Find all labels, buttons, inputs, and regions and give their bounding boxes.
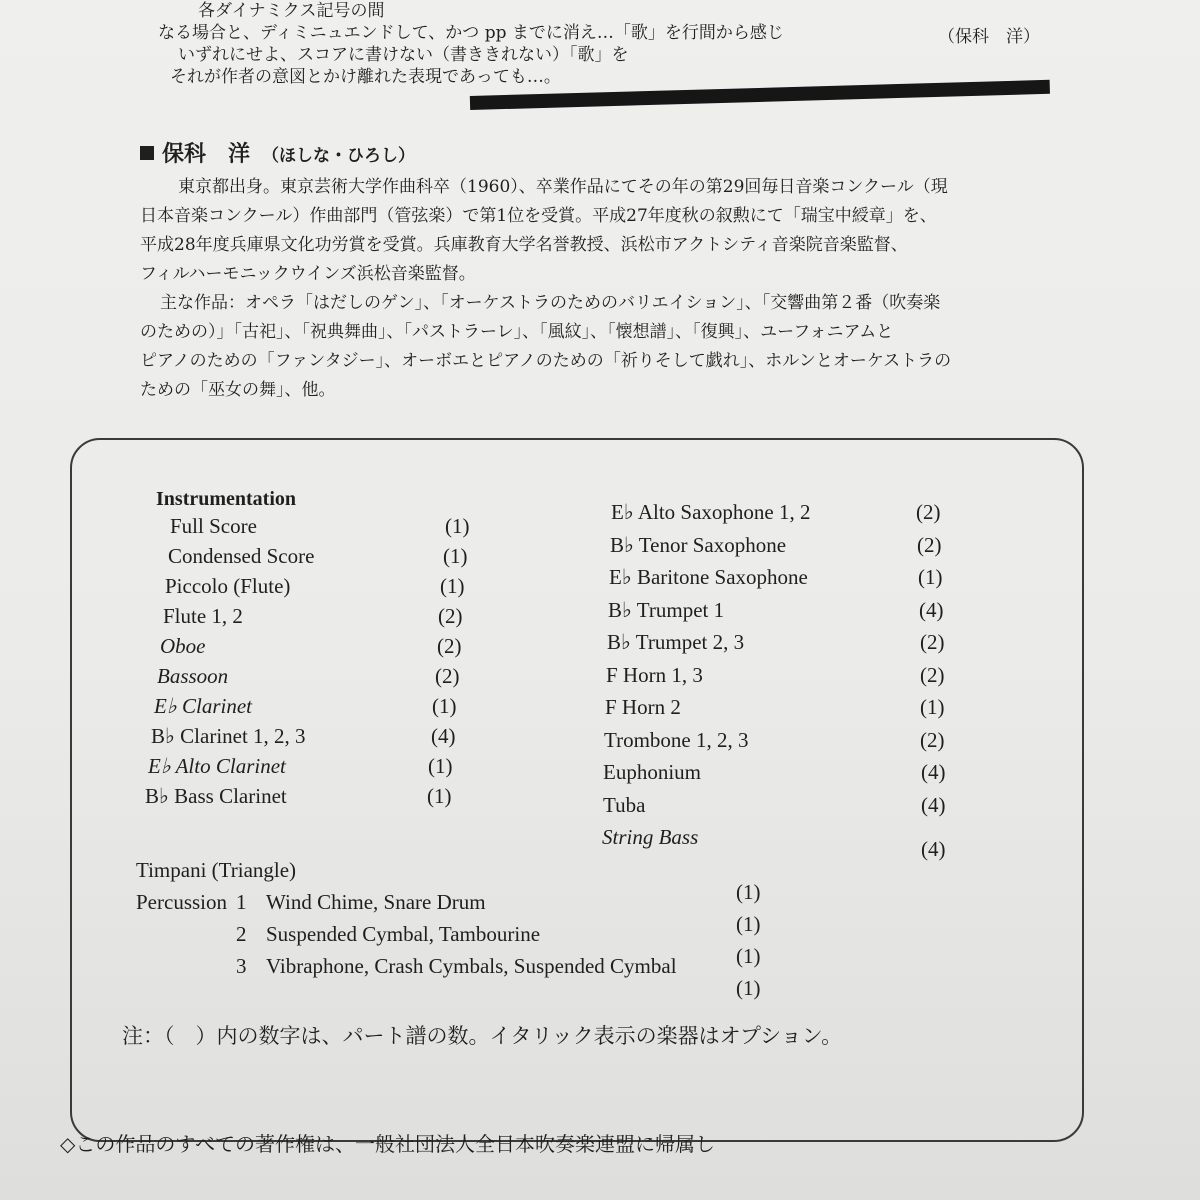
composer-heading	[140, 140, 1070, 171]
composer-bio	[140, 140, 1070, 405]
instrument-row	[611, 500, 971, 533]
instrument-name: E♭ Clarinet	[154, 694, 252, 718]
part-count: (1)	[427, 784, 452, 808]
part-count: (1)	[736, 976, 761, 1000]
instrument-name: Tuba	[603, 792, 646, 817]
bio-line: ための「巫女の舞」、他。	[140, 380, 336, 400]
instrument-list-right	[602, 500, 965, 861]
instrument-name: B♭ Clarinet 1, 2, 3	[151, 724, 306, 748]
part-count: (2)	[920, 662, 945, 687]
part-count: (2)	[920, 630, 945, 654]
instrument-row	[165, 574, 505, 604]
preface-signature: （保科 洋）	[938, 27, 1040, 47]
instrument-row	[603, 760, 963, 793]
instrumentation-title: Instrumentation	[156, 488, 297, 510]
instrument-name: Piccolo (Flute)	[165, 574, 291, 598]
bio-line: ピアノのための「ファンタジー」、オーボエとピアノのための「祈りそして戯れ」、ホルンとオーケストラの	[140, 351, 952, 371]
instrumentation-note: 注：（ ）内の数字は、パート譜の数。イタリック表示の楽器はオプション。	[122, 1024, 843, 1048]
copyright-notice: ◇この作品のすべての著作権は、一般社団法人全日本吹奏楽連盟に帰属し	[60, 1132, 715, 1156]
instrument-name: F Horn 2	[605, 695, 681, 719]
instrument-list-left	[145, 514, 490, 814]
preface-text	[140, 0, 1040, 88]
part-count: (4)	[921, 760, 946, 784]
instrument-name: B♭ Trumpet 2, 3	[607, 630, 745, 654]
instrument-name: E♭ Baritone Saxophone	[609, 565, 808, 589]
bio-line: フィルハーモニックウインズ浜松音楽監督。	[140, 264, 476, 284]
instrument-name: Condensed Score	[168, 544, 315, 568]
bio-line: 日本音楽コンクール）作曲部門（管弦楽）で第1位を受賞。平成27年度秋の叙勲にて「瑞宝中綬章」を、	[140, 206, 937, 226]
bio-line: 東京都出身。東京芸術大学作曲科卒（1960）、卒業作品にてその年の第29回毎日音楽コンクール（現	[178, 177, 948, 197]
part-count: (4)	[431, 724, 456, 748]
percussion-number: 1	[236, 890, 247, 914]
composer-reading: （ほしな・ひろし）	[262, 146, 416, 166]
instrument-row	[605, 695, 965, 728]
instrument-row	[154, 694, 494, 724]
instrument-row	[607, 630, 967, 663]
instrument-name: Oboe	[160, 634, 206, 658]
part-count: (1)	[428, 754, 453, 778]
instrument-row	[609, 565, 969, 598]
part-count: (1)	[920, 695, 945, 719]
percussion-instruments: Suspended Cymbal, Tambourine	[266, 922, 541, 946]
part-count: (4)	[921, 792, 946, 817]
instrument-row	[604, 728, 964, 761]
instrument-name: Euphonium	[603, 760, 701, 784]
part-count: (1)	[443, 544, 468, 568]
bio-line: 平成28年度兵庫県文化功労賞を受賞。兵庫教育大学名誉教授、浜松市アクトシティ音楽院音楽監督、	[140, 235, 908, 255]
preface-line: なる場合と、ディミニュエンドして、かつ pp までに消え…「歌」を行間から感じ	[158, 23, 784, 43]
instrument-name: Bassoon	[157, 664, 229, 688]
part-count: (2)	[437, 634, 462, 658]
bio-line: のための）」「古祀」、「祝典舞曲」、「パストラーレ」、「風紋」、「懐想譜」、「復興」、ユーフォニアムと	[140, 322, 894, 342]
instrument-row	[145, 784, 485, 814]
instrument-row	[148, 754, 488, 784]
instrument-row	[610, 533, 970, 566]
instrument-name: E♭ Alto Saxophone 1, 2	[611, 500, 811, 524]
preface-line: いずれにせよ、スコアに書けない（書ききれない）「歌」を	[178, 45, 629, 65]
part-count: (1)	[736, 944, 761, 968]
instrument-name: F Horn 1, 3	[606, 662, 703, 687]
part-count: (1)	[736, 912, 761, 936]
instrument-row	[157, 664, 497, 694]
part-count: (1)	[445, 514, 470, 538]
instrument-name: E♭ Alto Clarinet	[148, 754, 286, 778]
part-count: (2)	[920, 727, 945, 752]
part-count: (1)	[736, 880, 761, 904]
instrument-name: Trombone 1, 2, 3	[604, 727, 749, 752]
preface-line: それが作者の意図とかけ離れた表現であっても…。	[170, 67, 561, 87]
instrument-row	[151, 724, 491, 754]
percussion-list	[136, 858, 816, 1000]
part-count: (1)	[440, 574, 465, 598]
part-count: (4)	[921, 837, 946, 861]
instrument-row	[608, 598, 968, 631]
instrument-row	[163, 604, 503, 634]
part-count: (2)	[917, 532, 942, 557]
part-count: (1)	[432, 694, 457, 718]
instrument-name: B♭ Trumpet 1	[608, 597, 725, 622]
instrument-name: B♭ Tenor Saxophone	[610, 532, 787, 557]
percussion-instruments: Wind Chime, Snare Drum	[266, 890, 486, 914]
part-count: (2)	[435, 664, 460, 688]
percussion-row	[136, 954, 816, 1000]
instrument-row	[160, 634, 500, 664]
composer-name: 保科 洋	[162, 142, 251, 167]
instrument-name: B♭ Bass Clarinet	[145, 784, 287, 808]
part-count: (2)	[916, 500, 941, 524]
part-count: (4)	[919, 597, 944, 622]
percussion-label: Timpani (Triangle)	[136, 858, 297, 882]
part-count: (2)	[438, 604, 463, 628]
instrument-name: Flute 1, 2	[163, 604, 243, 628]
percussion-instruments: Vibraphone, Crash Cymbals, Suspended Cymbal	[266, 954, 677, 978]
percussion-label: Percussion	[136, 890, 227, 914]
preface-line: 各ダイナミクス記号の間	[198, 1, 385, 21]
percussion-number: 3	[236, 954, 247, 978]
instrument-name: Full Score	[170, 514, 257, 538]
bio-line: 主な作品：オペラ「はだしのゲン」、「オーケストラのためのバリエイション」、「交響曲第２番（吹奏楽	[160, 293, 941, 313]
instrument-row	[602, 825, 962, 861]
instrument-row	[606, 663, 966, 696]
instrument-row	[603, 793, 963, 826]
percussion-number: 2	[236, 922, 247, 946]
part-count: (1)	[918, 565, 943, 589]
instrument-row	[170, 514, 510, 544]
square-bullet-icon	[140, 146, 154, 160]
instrument-row	[168, 544, 508, 574]
instrument-name: String Bass	[602, 825, 699, 849]
